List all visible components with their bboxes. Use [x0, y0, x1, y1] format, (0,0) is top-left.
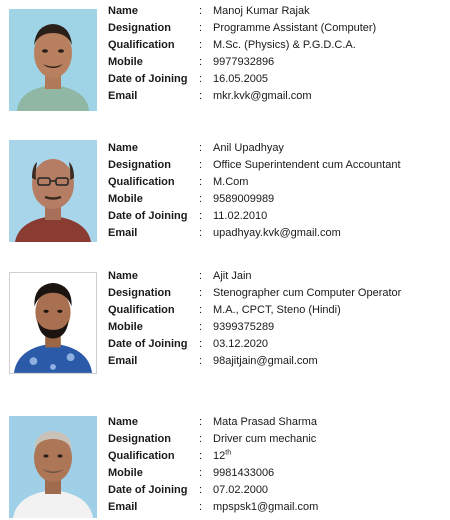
email-label: Email [108, 227, 138, 239]
email-value: upadhyay.kvk@gmail.com [213, 227, 341, 239]
colon: : [199, 450, 203, 462]
staff-photo [9, 416, 97, 518]
staff-photo [9, 140, 97, 242]
doj-label: Date of Joining [108, 210, 188, 222]
staff-details [108, 268, 448, 370]
qualification-value [213, 448, 231, 465]
name-row [108, 414, 448, 431]
designation-value: Driver cum mechanic [213, 433, 317, 445]
email-value: mpspsk1@gmail.com [213, 501, 319, 513]
colon: : [199, 5, 203, 17]
mobile-row [108, 191, 448, 208]
mobile-value: 9399375289 [213, 321, 275, 333]
portrait-image [10, 273, 96, 373]
doj-value: 07.02.2000 [213, 484, 269, 496]
name-label: Name [108, 416, 138, 428]
colon: : [199, 227, 203, 239]
designation-row [108, 285, 448, 302]
designation-label: Designation [108, 287, 171, 299]
colon: : [199, 304, 203, 316]
mobile-row [108, 319, 448, 336]
colon: : [199, 56, 203, 68]
email-label: Email [108, 90, 138, 102]
doj-row [108, 208, 448, 225]
mobile-value: 9589009989 [213, 193, 275, 205]
qualification-row [108, 174, 448, 191]
qualification-number: 12 [213, 450, 226, 462]
designation-value: Stenographer cum Computer Operator [213, 287, 402, 299]
qualification-label: Qualification [108, 450, 175, 462]
colon: : [199, 90, 203, 102]
email-row [108, 225, 448, 242]
qualification-label: Qualification [108, 39, 175, 51]
portrait-image [9, 416, 97, 518]
colon: : [199, 416, 203, 428]
qualification-value: M.Com [213, 176, 249, 188]
doj-label: Date of Joining [108, 73, 188, 85]
staff-details [108, 414, 448, 516]
qualification-row [108, 448, 448, 465]
colon: : [199, 355, 203, 367]
qualification-value: M.A., CPCT, Steno (Hindi) [213, 304, 341, 316]
portrait-image [9, 140, 97, 242]
email-row [108, 88, 448, 105]
name-value: Anil Upadhyay [213, 142, 284, 154]
name-row [108, 268, 448, 285]
designation-row [108, 431, 448, 448]
designation-label: Designation [108, 159, 171, 171]
designation-value: Office Superintendent cum Accountant [213, 159, 401, 171]
colon: : [199, 287, 203, 299]
doj-row [108, 336, 448, 353]
email-row [108, 353, 448, 370]
colon: : [199, 193, 203, 205]
name-row [108, 3, 448, 20]
colon: : [199, 338, 203, 350]
mobile-row [108, 465, 448, 482]
designation-row [108, 157, 448, 174]
colon: : [199, 176, 203, 188]
mobile-label: Mobile [108, 467, 143, 479]
name-value: Mata Prasad Sharma [213, 416, 317, 428]
colon: : [199, 22, 203, 34]
mobile-label: Mobile [108, 321, 143, 333]
colon: : [199, 433, 203, 445]
colon: : [199, 142, 203, 154]
qualification-row [108, 302, 448, 319]
colon: : [199, 484, 203, 496]
colon: : [199, 501, 203, 513]
staff-photo [9, 272, 97, 374]
email-label: Email [108, 355, 138, 367]
doj-label: Date of Joining [108, 484, 188, 496]
mobile-value: 9981433006 [213, 467, 275, 479]
name-label: Name [108, 142, 138, 154]
doj-row [108, 482, 448, 499]
mobile-value: 9977932896 [213, 56, 275, 68]
doj-row [108, 71, 448, 88]
name-row [108, 140, 448, 157]
colon: : [199, 467, 203, 479]
name-label: Name [108, 5, 138, 17]
designation-row [108, 20, 448, 37]
colon: : [199, 159, 203, 171]
colon: : [199, 210, 203, 222]
name-value: Manoj Kumar Rajak [213, 5, 310, 17]
staff-details [108, 140, 448, 242]
mobile-label: Mobile [108, 56, 143, 68]
doj-label: Date of Joining [108, 338, 188, 350]
colon: : [199, 39, 203, 51]
doj-value: 16.05.2005 [213, 73, 269, 85]
staff-photo [9, 9, 97, 111]
doj-value: 11.02.2010 [213, 210, 268, 222]
email-label: Email [108, 501, 138, 513]
ordinal-suffix: th [225, 449, 232, 457]
qualification-row [108, 37, 448, 54]
designation-value: Programme Assistant (Computer) [213, 22, 377, 34]
email-row [108, 499, 448, 516]
portrait-image [9, 9, 97, 111]
email-value: mkr.kvk@gmail.com [213, 90, 312, 102]
qualification-value: M.Sc. (Physics) & P.G.D.C.A. [213, 39, 356, 51]
colon: : [199, 73, 203, 85]
qualification-label: Qualification [108, 304, 175, 316]
email-value: 98ajitjain@gmail.com [213, 355, 318, 367]
staff-details [108, 3, 448, 105]
qualification-label: Qualification [108, 176, 175, 188]
mobile-row [108, 54, 448, 71]
name-value: Ajit Jain [213, 270, 252, 282]
designation-label: Designation [108, 22, 171, 34]
colon: : [199, 270, 203, 282]
name-label: Name [108, 270, 138, 282]
designation-label: Designation [108, 433, 171, 445]
mobile-label: Mobile [108, 193, 143, 205]
doj-value: 03.12.2020 [213, 338, 269, 350]
colon: : [199, 321, 203, 333]
